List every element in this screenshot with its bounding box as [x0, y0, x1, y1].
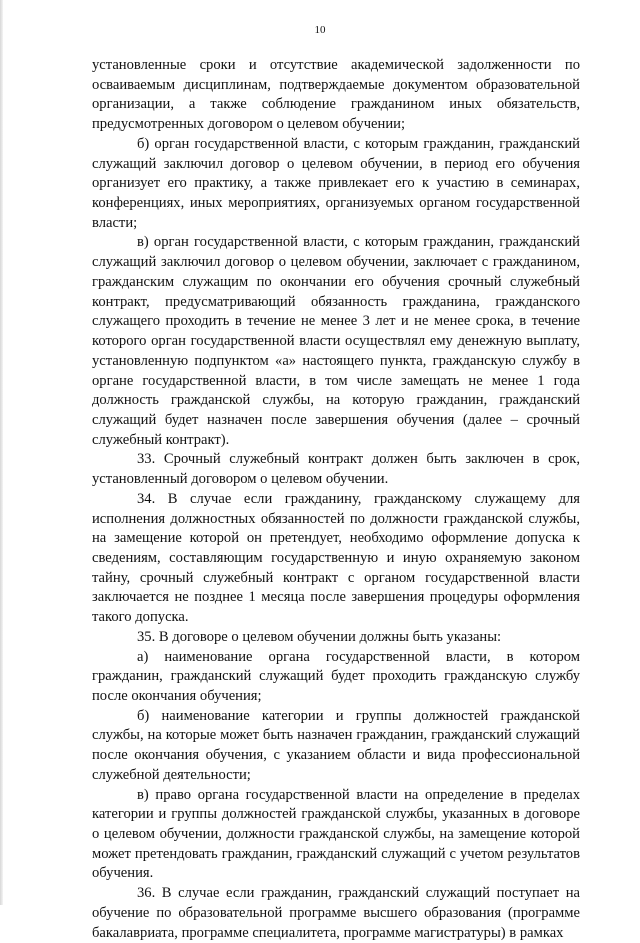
paragraph: 35. В договоре о целевом обучении должны быть указаны: [137, 628, 502, 645]
paragraph: б) орган государственной власти, с которым гражданин, гражданский служащий заключил договор о целевом обучении, в период его обучения организует его практику, а также привлекает его к участию в семинарах, конференциях, иных мероприятиях, организуемых органом государственной власти; [92, 135, 580, 231]
paragraph: 34. В случае если гражданину, гражданскому служащему для исполнения должностных обязанностей по должности гражданской службы, на замещение которой он претендует, необходимо оформление допуска к сведениям, составляющим государственную и иную охраняемую законом тайну, срочный служебный контракт с органом государственной власти заключается не позднее 1 месяца после завершения процедуры оформления такого допуска. [92, 490, 580, 626]
paragraph: б) наименование категории и группы должностей гражданской службы, на которые может быть назначен гражданин, гражданский служащий после окончания обучения, с указанием области и вида профессиональной служебной деятельности; [92, 707, 580, 783]
paragraph: 33. Срочный служебный контракт должен быть заключен в срок, установленный договором о целевом обучении. [92, 451, 580, 488]
paragraph: а) наименование органа государственной власти, в котором гражданин, гражданский служащий будет проходить гражданскую службу после окончания обучения; [92, 648, 580, 704]
scan-edge [0, 0, 3, 905]
page-number: 10 [314, 24, 326, 36]
document-body [92, 56, 580, 943]
paragraph: в) право органа государственной власти на определение в пределах категории и группы должностей гражданской службы, указанных в договоре о целевом обучении, должности гражданской службы, на замещение которой может претендовать гражданин, гражданский служащий с учетом результатов обучения. [92, 786, 580, 882]
paragraph: в) орган государственной власти, с которым гражданин, гражданский служащий заключил договор о целевом обучении, заключает с гражданином, гражданским служащим по окончании его обучения срочный служебный контракт, предусматривающий обязанность гражданина, гражданского служащего проходить в течение не менее 3 лет и не менее срока, в течение которого орган государственной власти осуществлял ему денежную выплату, установленную подпунктом «а» настоящего пункта, гражданскую службу в органе государственной власти, в том числе замещать не менее 1 года должность гражданской службы, на которую гражданин, гражданский служащий будет назначен после завершения обучения (далее – срочный служебный контракт). [92, 234, 580, 448]
paragraph: 36. В случае если гражданин, гражданский служащий поступает на обучение по образовательной программе высшего образования (программе бакалавриата, программе специалитета, программе магистратуры) в рамках [92, 885, 580, 941]
paragraph: установленные сроки и отсутствие академической задолженности по осваиваемым дисциплинам, подтверждаемые документом образовательной организации, а также соблюдение гражданином иных обязательств, предусмотренных договором о целевом обучении; [92, 57, 580, 133]
